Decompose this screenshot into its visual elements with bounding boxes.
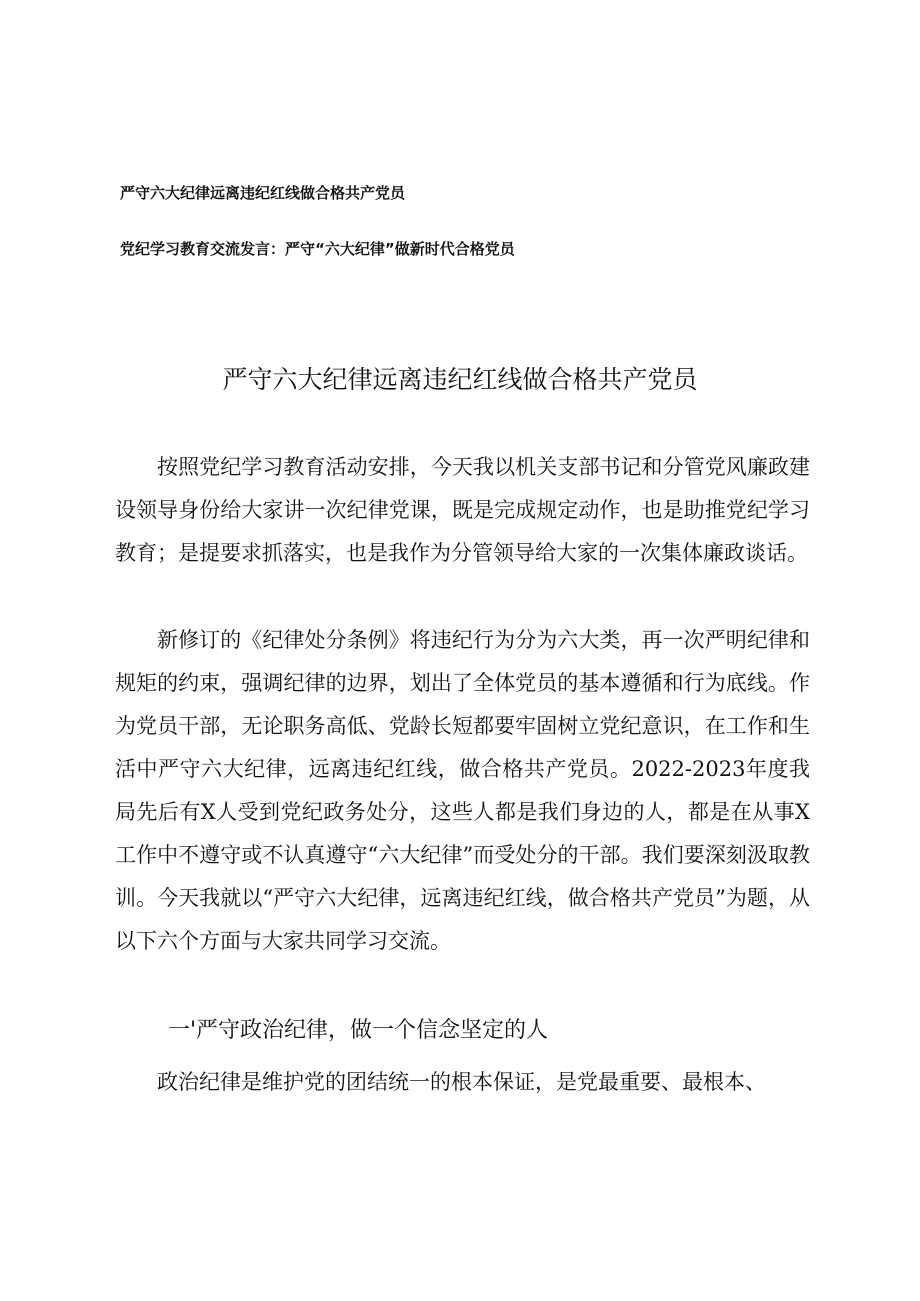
context-paragraph: 新修订的《纪律处分条例》将违纪行为分为六大类，再一次严明纪律和规矩的约束，强调纪律的边界，划出了全体党员的基本遵循和行为底线。作为党员干部，无论职务高低、党龄长短都要牢固树立党纪意识，在工作和生活中严守六大纪律，远离违纪红线，做合格共产党员。2022-2023年度我局先后有X人受到党纪政务处分，这些人都是我们身边的人，都是在从事X工作中不遵守或不认真遵守“六大纪律”而受处分的干部。我们要深刻汲取教训。今天我就以“严守六大纪律，远离违纪红线，做合格共产党员”为题，从以下六个方面与大家共同学习交流。 [115, 628, 810, 953]
section-heading-1: 一'严守政治纪律，做一个信念坚定的人 [168, 1018, 549, 1043]
toc-entry-1: 严守六大纪律远离违纪红线做合格共产党员 [120, 184, 406, 202]
document-title: 严守六大纪律远离违纪红线做合格共产党员 [222, 365, 698, 394]
intro-paragraph: 按照党纪学习教育活动安排，今天我以机关支部书记和分管党风廉政建设领导身份给大家讲一次纪律党课，既是完成规定动作，也是助推党纪学习教育；是提要求抓落实，也是我作为分管领导给大家的一次集体廉政谈话。 [115, 455, 810, 565]
toc-entry-2: 党纪学习教育交流发言：严守“六大纪律”做新时代合格党员 [120, 240, 515, 258]
section-1-paragraph: 政治纪律是维护党的团结统一的根本保证，是党最重要、最根本、 [157, 1070, 766, 1094]
